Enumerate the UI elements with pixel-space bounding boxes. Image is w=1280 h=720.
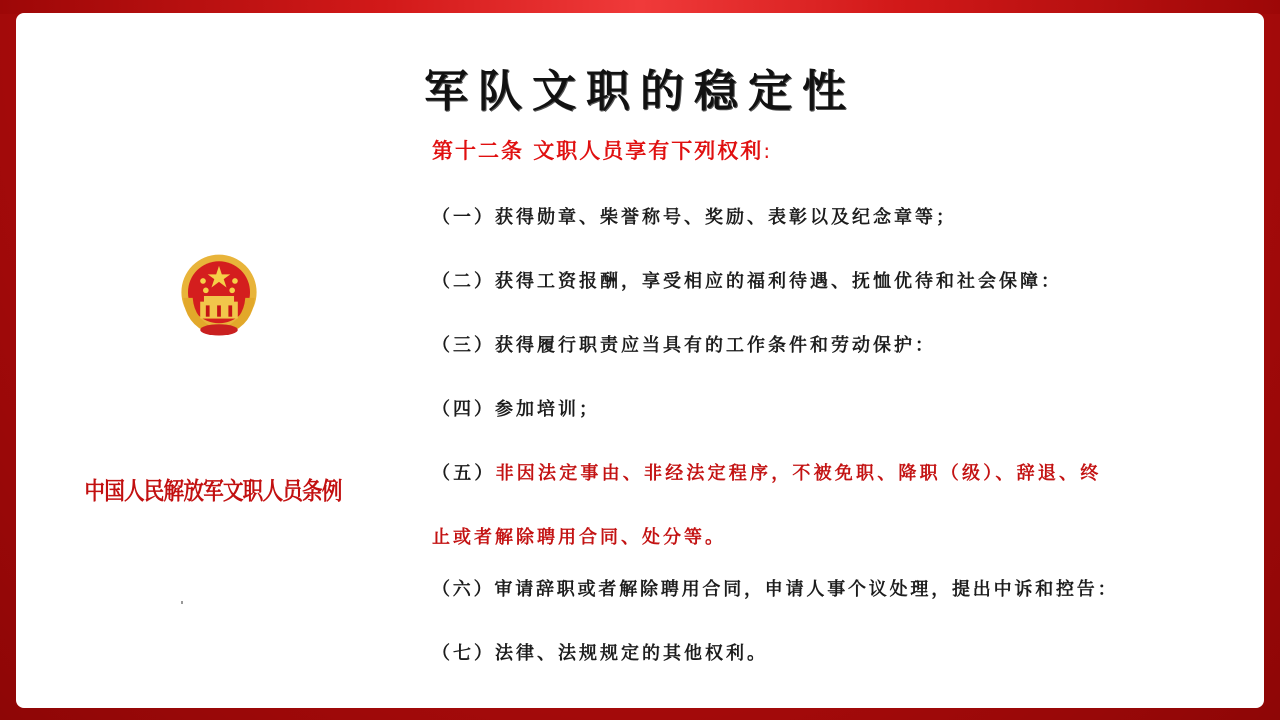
- item-number: （四）: [432, 399, 495, 420]
- slide-card: [16, 13, 1264, 708]
- item-number: （五）: [432, 463, 496, 484]
- right-item-4: [432, 395, 600, 421]
- right-item-3: [432, 331, 936, 357]
- article-heading: [432, 135, 772, 165]
- item-number: （二）: [432, 271, 495, 292]
- item-text: 法律、法规规定的其他权利。: [495, 643, 768, 664]
- item-number: （三）: [432, 335, 495, 356]
- article-heading-colon: :: [763, 139, 773, 163]
- item-text: 审请辞职或者解除聘用合同，申请人事个议处理，提出中诉和控告：: [494, 579, 1119, 600]
- right-item-1: [432, 203, 957, 229]
- item-number: （一）: [432, 207, 495, 228]
- item-text: 获得履行职责应当具有的工作条件和劳动保护：: [495, 335, 936, 356]
- decorative-dot: [181, 601, 183, 604]
- right-item-5: [432, 459, 1101, 485]
- right-item-2: [432, 267, 1062, 293]
- top-decoration: [0, 0, 1280, 14]
- national-emblem-icon: [172, 249, 266, 343]
- regulation-name: 中国人民解放军文职人员条例: [84, 476, 342, 505]
- item-text: 参加培训；: [495, 399, 600, 420]
- item-text: 获得工资报酬，享受相应的福利待遇、抚恤优待和社会保障：: [495, 271, 1062, 292]
- article-heading-text: 第十二条 文职人员享有下列权利: [432, 139, 764, 163]
- item-number: （七）: [432, 643, 495, 664]
- item-number: （六）: [432, 579, 495, 600]
- item-text: 非因法定事由、非经法定程序，不被免职、降职（级）、辞退、终: [495, 463, 1102, 484]
- slide-title: 军队文职的稳定性: [424, 66, 856, 117]
- right-item-5-continuation: 止或者解除聘用合同、处分等。: [432, 527, 726, 548]
- item-text: 获得勋章、柴誉称号、奖励、表彰以及纪念章等；: [495, 207, 957, 228]
- right-item-6: [432, 575, 1118, 601]
- right-item-7: [432, 639, 768, 665]
